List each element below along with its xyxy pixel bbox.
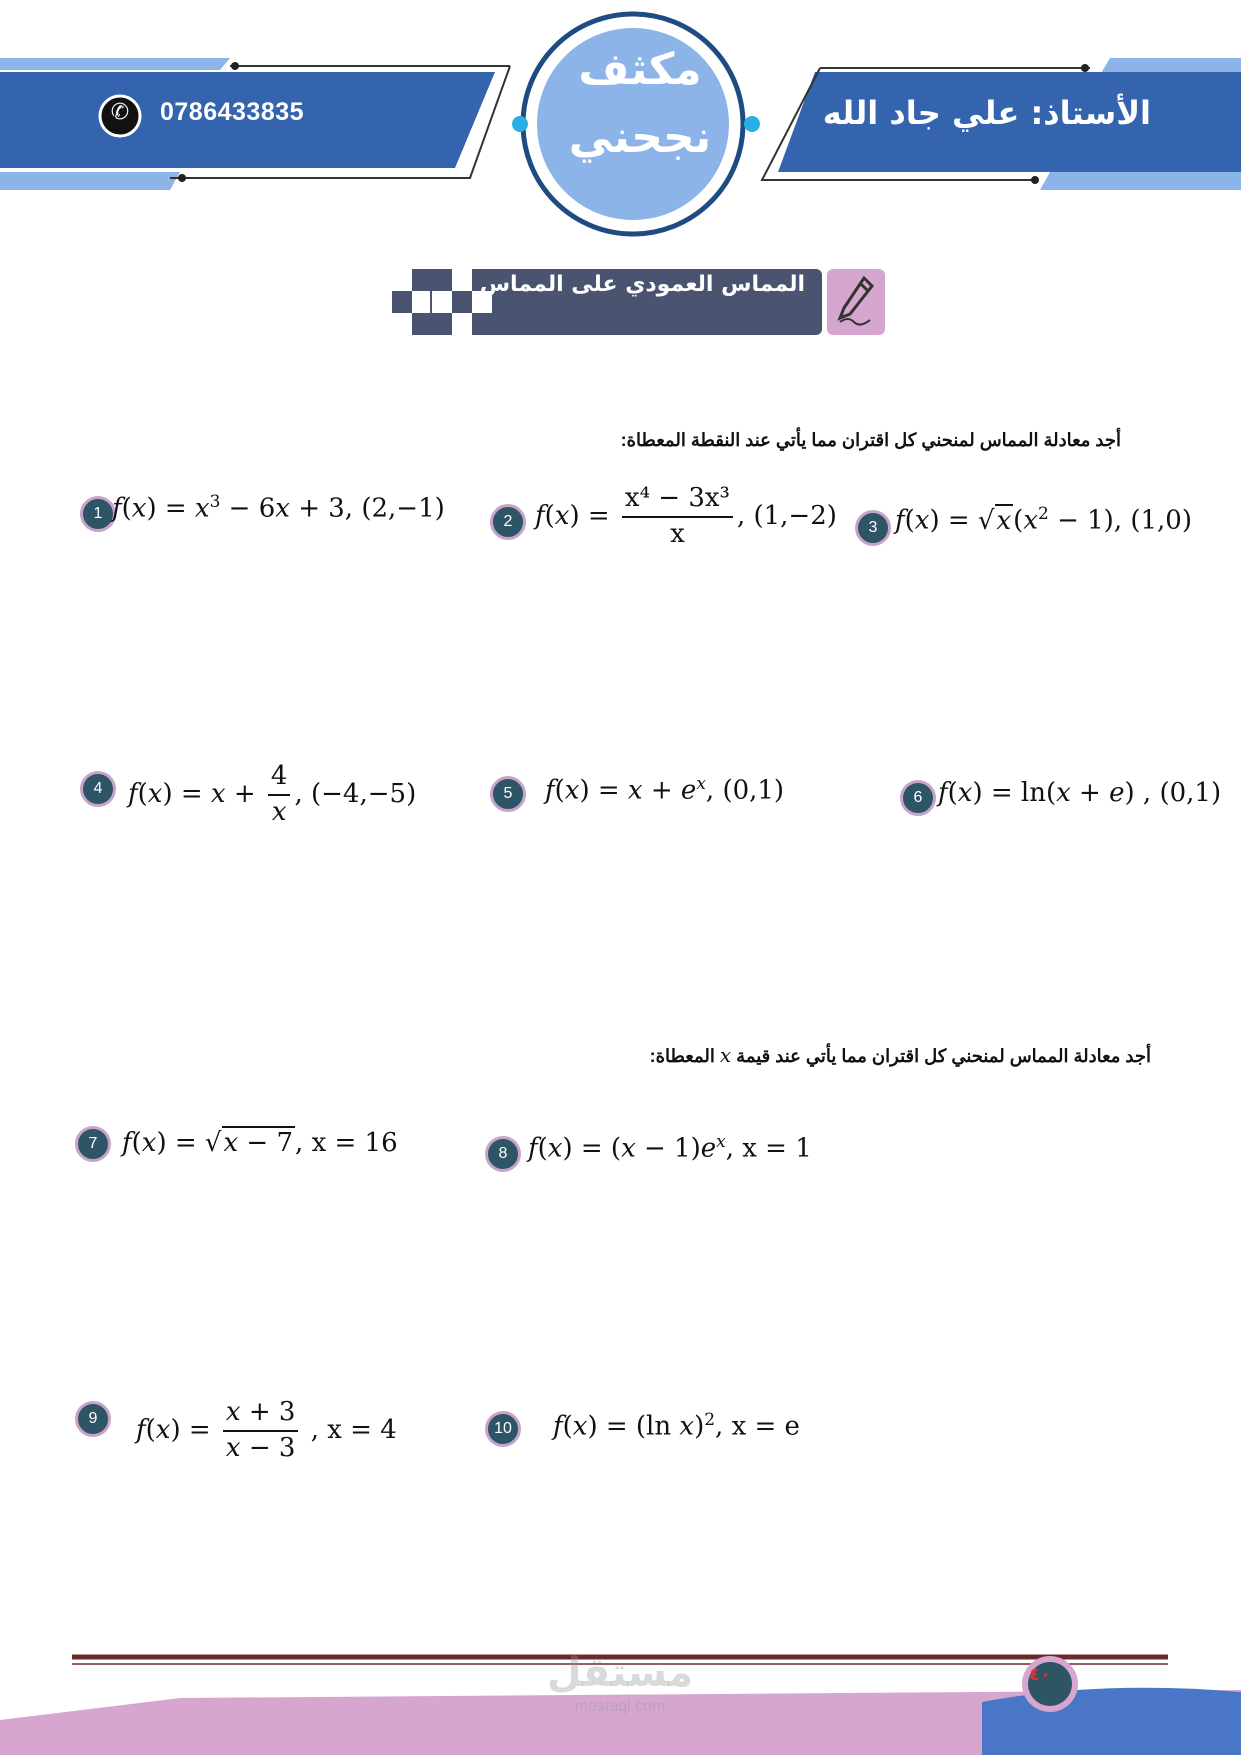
point-1: (2,−1) (361, 493, 445, 524)
problem-number: 4 (80, 771, 116, 807)
problem-number: 2 (490, 504, 526, 540)
point-6: (0,1) (1159, 778, 1222, 808)
point-3: (1,0) (1130, 505, 1192, 536)
equation-5: $f(x) = x + e^x$, (0,1) (545, 774, 785, 806)
fraction-numerator: x⁴ − 3x³ (622, 484, 733, 518)
problem-number: 7 (75, 1126, 111, 1162)
pen-icon (836, 276, 876, 326)
problem-number: 6 (900, 780, 936, 816)
lesson-title: المماس العمودي على المماس (479, 272, 805, 297)
problem-number: 5 (490, 776, 526, 812)
equation-6: f(x) = ln(x + e) , (0,1) (938, 778, 1222, 808)
condition-8: x = 1 (742, 1133, 812, 1164)
logo-line1: مكثف (578, 44, 702, 95)
problem-number: 1 (80, 496, 116, 532)
equation-10: f(x) = (ln x)$^2$, x = e (553, 1410, 800, 1442)
problem-number: 10 (485, 1411, 521, 1447)
phone-number: 0786433835 (160, 98, 305, 126)
instruction-2 (650, 1043, 1151, 1067)
logo-line2: نجحني (568, 112, 712, 163)
instruction-2-after: المعطاة: (649, 1046, 715, 1066)
problem-number: 9 (75, 1401, 111, 1437)
condition-10: x = e (731, 1411, 800, 1442)
equation-7: f(x) = √x − 7, x = 16 (122, 1128, 398, 1158)
phone-icon: ✆ (110, 100, 130, 125)
watermark: مستقل (546, 1650, 694, 1696)
instruction-2-var: x (719, 1043, 732, 1067)
equation-4: f(x) = x + $\frac{4}{x}$ , (−4,−5) (128, 761, 417, 827)
instruction-1: أجد معادلة المماس لمنحني كل اقتران مما يأتي عند النقطة المعطاة: (620, 430, 1121, 450)
point-2: (1,−2) (753, 500, 837, 531)
fraction-denominator: x (670, 518, 685, 549)
watermark-url: mostaql.com (574, 1698, 666, 1715)
page-number: ٤٠ (1029, 1664, 1051, 1685)
condition-7: x = 16 (311, 1128, 398, 1158)
instruction-2-before: أجد معادلة المماس لمنحني كل اقتران مما يأتي عند قيمة (736, 1046, 1151, 1066)
equation-3: $f(x) = √x(x^2 - 1)$, (1,0) (895, 504, 1192, 536)
equation-8: $f(x) = (x - 1)e^x$, x = 1 (528, 1132, 812, 1164)
equation-1: $f(x) = x^3 - 6x + 3$, (2,−1) (112, 492, 445, 524)
equation-2: f(x) = $\frac{\text{x⁴ − 3x³}}{x}$ , (1,−2) (535, 483, 837, 549)
equation-9: f(x) = $\frac{x + 3}{x - 3}$ , x = 4 (136, 1397, 397, 1463)
point-5: (0,1) (722, 775, 785, 806)
problem-number: 3 (855, 510, 891, 546)
problem-number: 8 (485, 1136, 521, 1172)
point-4: (−4,−5) (311, 778, 417, 809)
condition-9: x = 4 (327, 1414, 397, 1445)
teacher-name: الأستاذ: علي جاد الله (822, 94, 1151, 132)
